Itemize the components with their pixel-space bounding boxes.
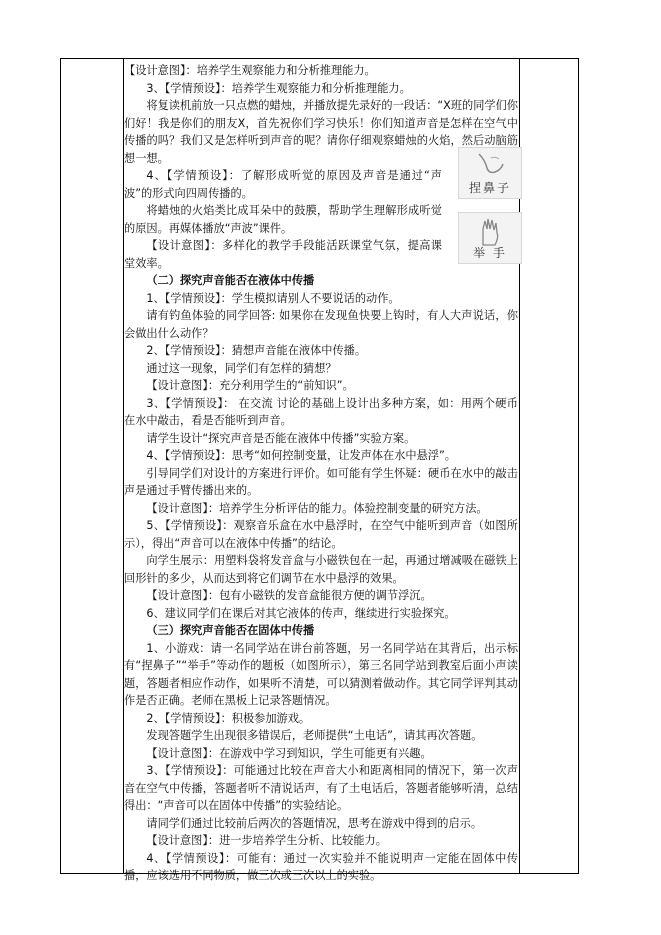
section-heading: （三）探究声音能否在固体中传播 xyxy=(146,624,315,637)
paragraph: 1、【学情预设】：学生模拟请别人不要说话的动作。 xyxy=(146,291,400,305)
paragraph: 【设计意图】：培养学生分析评估的能力。体验控制变量的研究方法。 xyxy=(146,501,488,515)
paragraph: 5、【学情预设】：观察音乐盒在水中悬浮时，在空气中能听到声音（如图所示），得出“声音可以在液体中传播”的结论。 xyxy=(124,519,518,550)
paragraph: 【设计意图】：在游戏中学习到知识，学生可能更有兴趣。 xyxy=(146,746,432,760)
paragraph: 将复读机前放一只点燃的蜡烛，并播放提先录好的一段话：“X班的同学们你们好！我是你们的朋友X，首先祝你们学习快乐！你们知道声音是怎样在空气中传播的吗？我们又是怎样听到声音的呢？请你仔细观察蜡烛的火焰，然后动脑筋想一想。 xyxy=(124,99,518,165)
paragraph: 【设计意图】：包有小磁铁的发音盒能很方便的调节浮沉。 xyxy=(146,589,432,602)
nose-icon xyxy=(471,150,511,180)
paragraph: 请同学们通过比较前后两次的答题情况，思考在游戏中得到的启示。 xyxy=(146,816,483,830)
paragraph: 6、建议同学们在课后对其它液体的传声，继续进行实验探究。 xyxy=(146,606,456,620)
paragraph: 发现答题学生出现很多错误后，老师提供“土电话”，请其再次答题。 xyxy=(146,729,483,742)
paragraph: 3、【学情预设】：培养学生观察能力和分析推理能力。 xyxy=(146,81,411,95)
section-heading: （二）探究声音能否在液体中传播 xyxy=(146,274,315,287)
paragraph: 1、小游戏：请一名同学站在讲台前答题，另一名同学站在其背后，出示标有“捏鼻子”“举手”等动作的题板（如图所示），第三名同学站到教室后面小声读题，答题者相应作动作，如果听不清楚，可以猜测着做动作。其它同学评判其动作是否正确。老师在黑板上记录答题情况。 xyxy=(124,641,518,707)
paragraph: 【设计意图】：多样化的教学手段能活跃课堂气氛，提高课堂效率。 xyxy=(124,239,442,270)
paragraph: 向学生展示：用塑料袋将发音盒与小磁铁包在一起，再通过增减吸在磁铁上回形针的多少，从而达到将它们调节在水中悬浮的效果。 xyxy=(124,554,518,585)
pinch-nose-figure xyxy=(458,147,522,199)
raise-hand-label: 举 手 xyxy=(473,246,507,260)
paragraph: 2、【学情预设】：猜想声音能在液体中传播。 xyxy=(146,344,367,357)
paragraph: 请学生设计“探究声音是否能在液体中传播”实验方案。 xyxy=(146,431,416,445)
paragraph: 将蜡烛的火焰类比成耳朵中的鼓膜，帮助学生理解形成听觉的原因。再媒体播放“声波”课件。 xyxy=(124,204,442,235)
pinch-nose-label: 捏鼻子 xyxy=(468,181,511,195)
paragraph: 引导同学们对设计的方案进行评价。如可能有学生怀疑：硬币在水中的敲击声是通过手臂传播出来的。 xyxy=(124,466,518,497)
paragraph: 4、【学情预设】：思考“如何控制变量，让发声体在水中悬浮”。 xyxy=(146,449,456,462)
paragraph: 3、【学情预设】： 在交流 讨论的基础上设计出多种方案，如：用两个硬币在水中敲击，看是否能听到声音。 xyxy=(124,396,518,427)
paragraph: 【设计意图】：进一步培养学生分析、比较能力。 xyxy=(146,834,387,847)
hand-icon xyxy=(471,215,511,247)
paragraph: 4、【学情预设】：了解形成听觉的原因及声音是通过“声波”的形式向四周传播的。 xyxy=(124,169,442,200)
paragraph: 2、【学情预设】：积极参加游戏。 xyxy=(146,711,311,725)
paragraph: 3、【学情预设】：可能通过比较在声音大小和距离相同的情况下，第一次声音在空气中传播，答题者听不清说话声，有了土电话后，答题者能够听清，总结得出：“声音可以在固体中传播”的实验结论。 xyxy=(124,764,518,812)
paragraph: 4、【学情预设】：可能有：通过一次实验并不能说明声一定能在固体中传播，应该选用不同物质，做三次或三次以上的实验。 xyxy=(124,851,518,882)
paragraph: 【设计意图】：培养学生观察能力和分析推理能力。 xyxy=(124,64,376,77)
raise-hand-figure xyxy=(458,212,522,264)
paragraph: 通过这一现象，同学们有怎样的猜想？ xyxy=(146,361,337,375)
paragraph: 请有钓鱼体验的同学回答: 如果你在发现鱼快要上钩时，有人大声说话，你会做出什么动作？ xyxy=(124,309,518,340)
paragraph: 【设计意图】：充分利用学生的“前知识”。 xyxy=(146,379,354,392)
